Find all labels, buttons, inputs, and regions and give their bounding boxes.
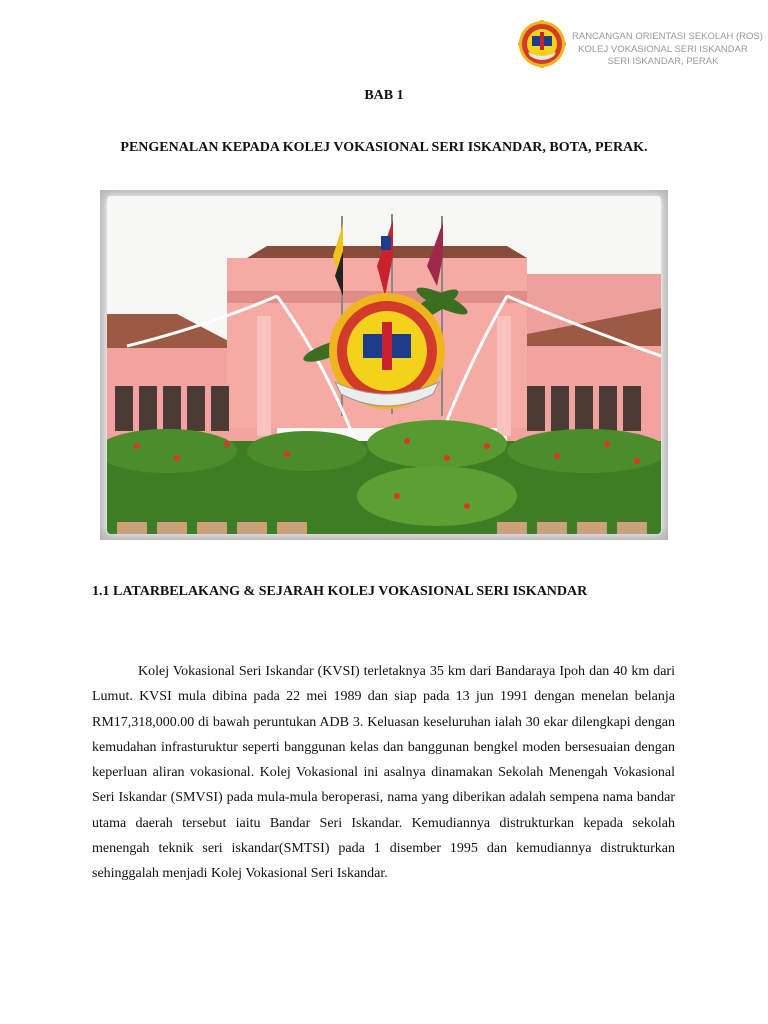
page-title: PENGENALAN KEPADA KOLEJ VOKASIONAL SERI ISKANDAR, BOTA, PERAK. xyxy=(120,140,648,155)
header-line-school: KOLEJ VOKASIONAL SERI ISKANDAR xyxy=(578,43,748,55)
school-photo-frame xyxy=(100,190,668,540)
header-line-program: RANCANGAN ORIENTASI SEKOLAH (ROS) xyxy=(572,31,763,42)
body-paragraph: Kolej Vokasional Seri Iskandar (KVSI) terletaknya 35 km dari Bandaraya Ipoh dan 40 km dari Lumut. KVSI mula dibina pada 22 mei 1989 dan siap pada 13 jun 1991 dengan menelan belanja RM17,318,000.00 di bawah peruntukan ADB 3. Keluasan keseluruhan ialah 30 ekar dilengkapi dengan kemudahan infrasturuktur seperti banggunan kelas dan banggunan bengkel moden bersesuaian dengan keperluan aliran vokasional. Kolej Vokasional ini asalnya dinamakan Sekolah Menengah Vokasional Seri Iskandar (SMVSI) pada mula-mula beroperasi, nama yang diberikan adalah sempena nama bandar utama daerah tersebut iaitu Bandar Seri Iskandar. Kemudiannya distrukturkan kepada sekolah menengah teknik seri iskandar(SMTSI) pada 1 disember 1995 dan kemudiannya distrukturkan sehinggalah menjadi Kolej Vokasional Seri Iskandar. xyxy=(92,664,675,882)
school-emblem-icon xyxy=(329,293,445,409)
header-line-location: SERI ISKANDAR, PERAK xyxy=(607,56,719,67)
chapter-label: BAB 1 xyxy=(364,88,404,103)
header-school-info xyxy=(572,31,763,69)
section-heading: 1.1 LATARBELAKANG & SEJARAH KOLEJ VOKASIONAL SERI ISKANDAR xyxy=(92,584,588,599)
kvsi-crest-icon xyxy=(518,20,566,68)
school-photo xyxy=(107,196,661,534)
